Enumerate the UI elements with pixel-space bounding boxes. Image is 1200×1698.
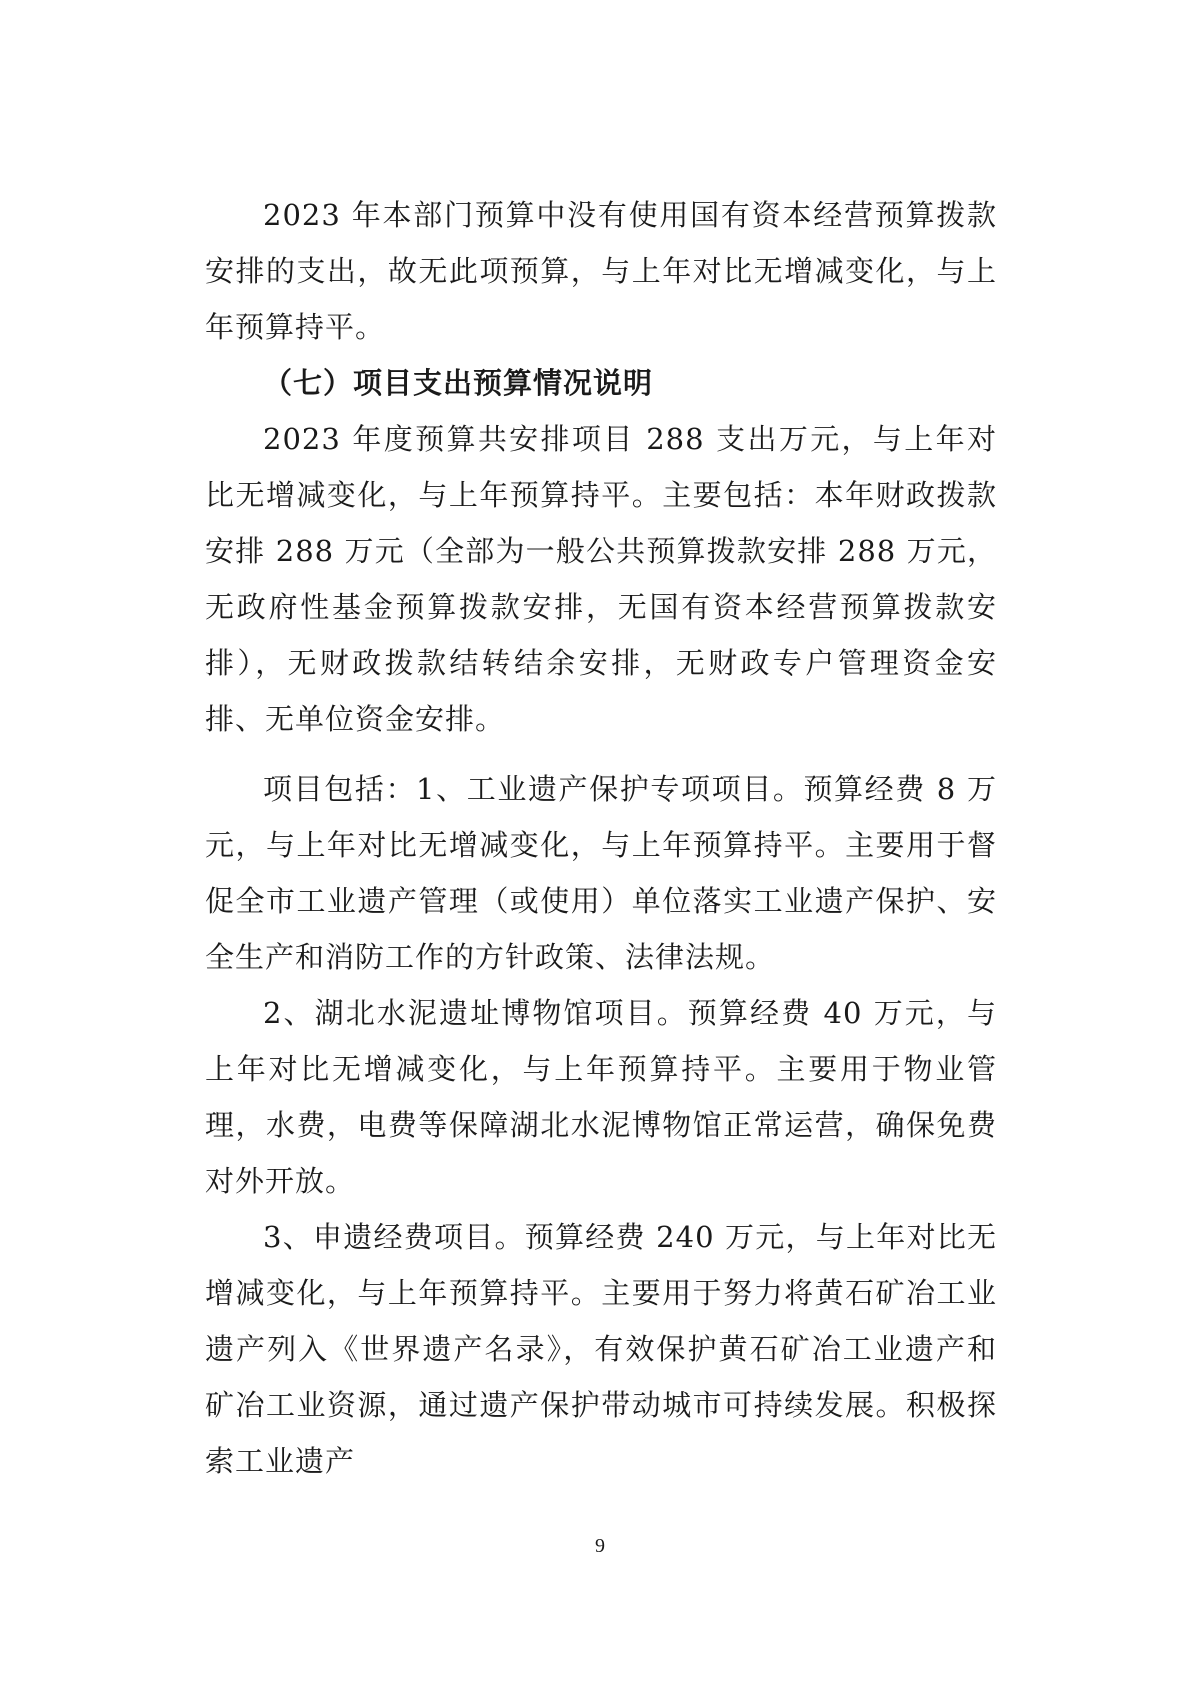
document-body — [205, 187, 997, 1489]
page-number: 9 — [595, 1535, 605, 1557]
section-heading-project-expenditure: （七）项目支出预算情况说明 — [263, 366, 654, 400]
paragraph-project-world-heritage: 3、申遗经费项目。预算经费 240 万元，与上年对比无增减变化，与上年预算持平。主要用于努力将黄石矿冶工业遗产列入《世界遗产名录》，有效保护黄石矿冶工业遗产和矿冶工业资源，通过遗产保护带动城市可持续发展。积极探索工业遗产 — [205, 1220, 997, 1478]
paragraph-project-budget-summary: 2023 年度预算共安排项目 288 支出万元，与上年对比无增减变化，与上年预算持平。主要包括：本年财政拨款安排 288 万元（全部为一般公共预算拨款安排 288 万元，无政府性基金预算拨款安排，无国有资本经营预算拨款安排），无财政拨款结转结余安排，无财政专户管理资金安排、无单位资金安排。 — [205, 422, 997, 736]
paragraph-state-capital-budget: 2023 年本部门预算中没有使用国有资本经营预算拨款安排的支出，故无此项预算，与上年对比无增减变化，与上年预算持平。 — [205, 198, 997, 344]
paragraph-project-industrial-heritage: 项目包括：1、工业遗产保护专项项目。预算经费 8 万元，与上年对比无增减变化，与上年预算持平。主要用于督促全市工业遗产管理（或使用）单位落实工业遗产保护、安全生产和消防工作的方针政策、法律法规。 — [205, 772, 997, 974]
paragraph-project-cement-museum: 2、湖北水泥遗址博物馆项目。预算经费 40 万元，与上年对比无增减变化，与上年预算持平。主要用于物业管理，水费，电费等保障湖北水泥博物馆正常运营，确保免费对外开放。 — [205, 996, 997, 1198]
